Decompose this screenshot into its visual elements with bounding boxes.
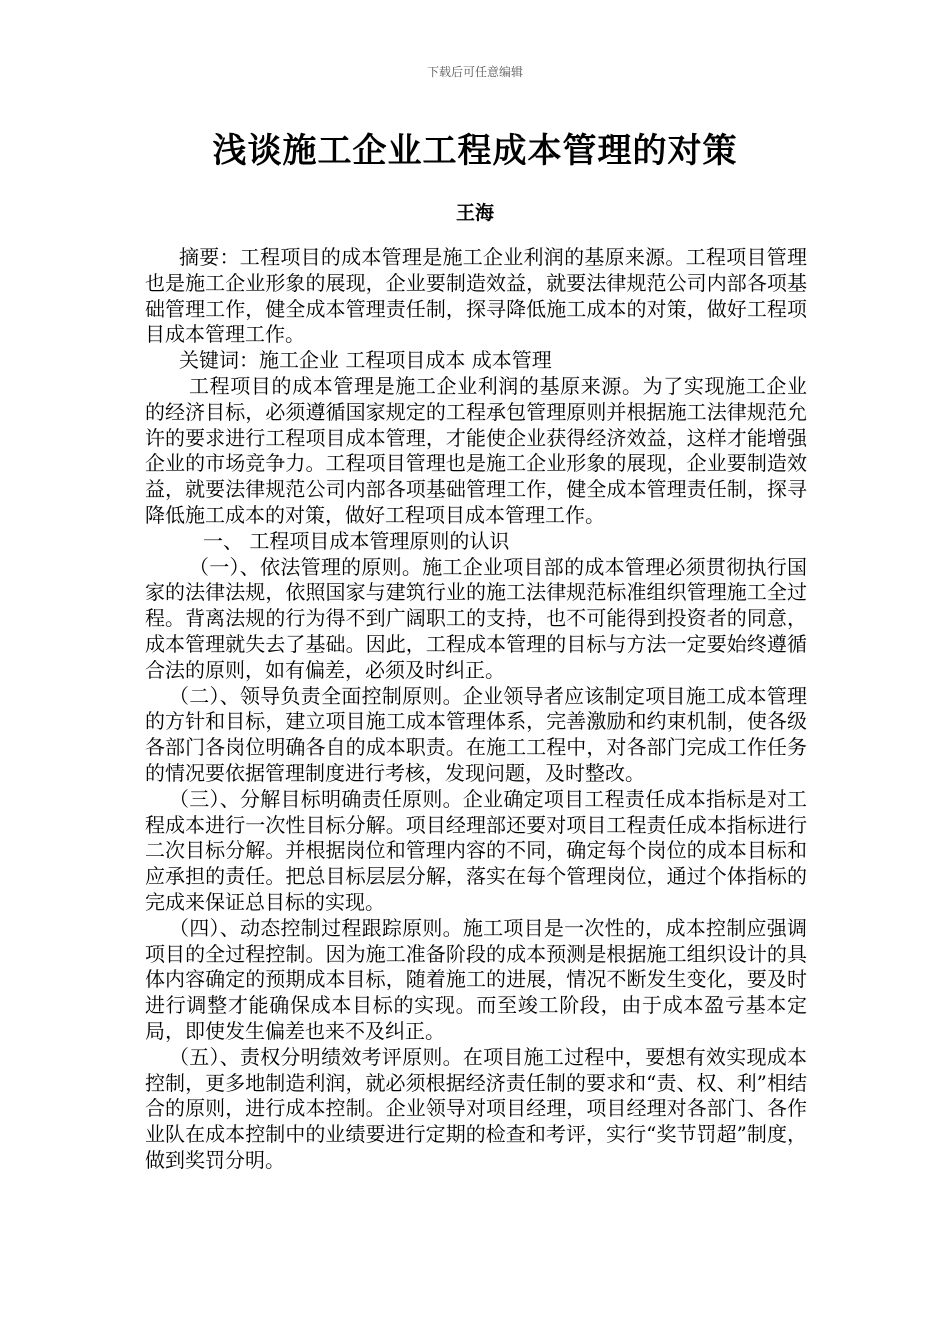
author-name: 王海 <box>455 202 494 224</box>
keywords-paragraph: 关键词：施工企业 工程项目成本 成本管理 <box>179 348 552 373</box>
document-title: 浅谈施工企业工程成本管理的对策 <box>212 131 738 171</box>
principle-item-4: （四）、动态控制过程跟踪原则。施工项目是一次性的，成本控制应强调项目的全过程控制。因为施工准备阶段的成本预测是根据施工组织设计的具体内容确定的预期成本目标，随着施工的进展，情况不断发生变化，要及时进行调整才能确保成本目标的实现。而至竣工阶段，由于成本盈亏基本定局，即使发生偏差也来不及纠正。 <box>145 915 807 1043</box>
principle-item-2: （二）、领导负责全面控制原则。企业领导者应该制定项目施工成本管理的方针和目标，建立项目施工成本管理体系，完善激励和约束机制，使各级各部门各岗位明确各自的成本职责。在施工工程中，对各部门完成工作任务的情况要依据管理制度进行考核，发现问题，及时整改。 <box>145 683 807 785</box>
abstract-paragraph: 摘要：工程项目的成本管理是施工企业利润的基原来源。工程项目管理也是施工企业形象的展现，企业要制造效益，就要法律规范公司内部各项基础管理工作，健全成本管理责任制，探寻降低施工成本的对策，做好工程项目成本管理工作。 <box>145 245 807 347</box>
section-heading-1: 一、 工程项目成本管理原则的认识 <box>203 528 510 553</box>
principle-item-5: （五）、责权分明绩效考评原则。在项目施工过程中，要想有效实现成本控制，更多地制造利润，就必须根据经济责任制的要求和“责、权、利”相结合的原则，进行成本控制。企业领导对项目经理，项目经理对各部门、各作业队在成本控制中的业绩要进行定期的检查和考评，实行“奖节罚超”制度，做到奖罚分明。 <box>145 1044 807 1172</box>
header-note: 下载后可任意编辑 <box>426 65 523 79</box>
intro-paragraph: 工程项目的成本管理是施工企业利润的基原来源。为了实现施工企业的经济目标，必须遵循国家规定的工程承包管理原则并根据施工法律规范允许的要求进行工程项目成本管理，才能使企业获得经济效益，这样才能增强企业的市场竞争力。工程项目管理也是施工企业形象的展现，企业要制造效益，就要法律规范公司内部各项基础管理工作，健全成本管理责任制，探寻降低施工成本的对策，做好工程项目成本管理工作。 <box>145 373 807 527</box>
principle-item-3: （三）、分解目标明确责任原则。企业确定项目工程责任成本指标是对工程成本进行一次性目标分解。项目经理部还要对项目工程责任成本指标进行二次目标分解。并根据岗位和管理内容的不同，确定每个岗位的成本目标和应承担的责任。把总目标层层分解，落实在每个管理岗位，通过个体指标的完成来保证总目标的实现。 <box>145 786 807 914</box>
principle-item-1: （一）、依法管理的原则。施工企业项目部的成本管理必须贯彻执行国家的法律法规，依照国家与建筑行业的施工法律规范标准组织管理施工全过程。背离法规的行为得不到广阔职工的支持，也不可能得到投资者的同意，成本管理就失去了基础。因此，工程成本管理的目标与方法一定要始终遵循合法的原则，如有偏差，必须及时纠正。 <box>145 554 807 682</box>
document-body <box>145 245 807 1174</box>
